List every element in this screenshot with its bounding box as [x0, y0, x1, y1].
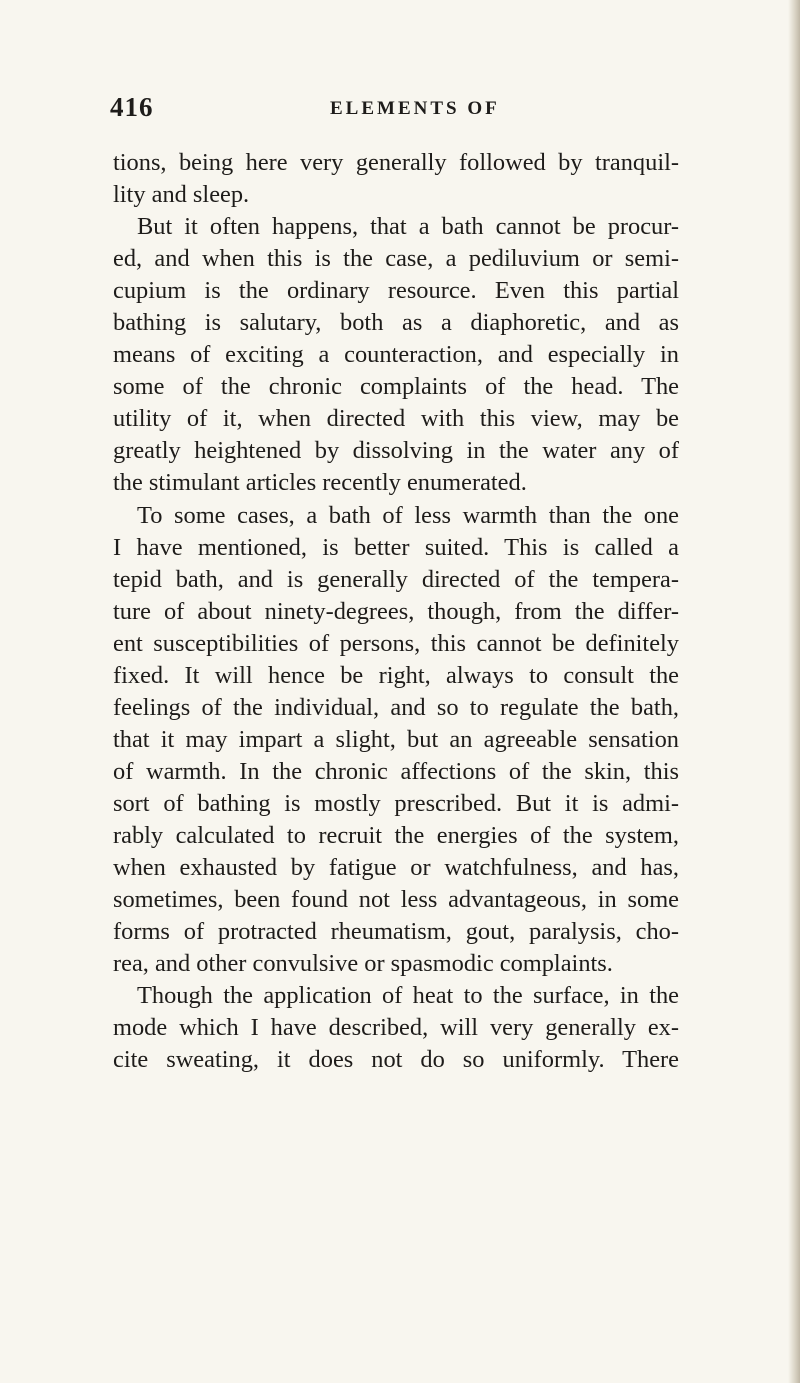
text-line: Though the application of heat to the surface, in the [137, 982, 679, 1010]
text-line: sort of bathing is mostly prescribed. But it is admi- [113, 789, 679, 817]
text-line: fixed. It will hence be right, always to consult the [113, 661, 679, 689]
page-edge-shadow [788, 0, 800, 1383]
text-line: But it often happens, that a bath cannot be procur- [137, 213, 679, 241]
page-number: 416 [110, 92, 154, 122]
text-line: ture of about ninety-degrees, though, from the differ- [113, 597, 679, 625]
text-line: some of the chronic complaints of the head. The [113, 373, 679, 401]
text-line: cite sweating, it does not do so uniformly. There [113, 1046, 679, 1074]
text-line: lity and sleep. [113, 181, 250, 209]
text-line: of warmth. In the chronic affections of the skin, this [113, 757, 679, 785]
text-line: forms of protracted rheumatism, gout, paralysis, cho- [113, 918, 679, 946]
text-line: that it may impart a slight, but an agreeable sensation [113, 725, 679, 753]
text-line: To some cases, a bath of less warmth than the one [137, 501, 679, 529]
text-line: bathing is salutary, both as a diaphoretic, and as [113, 309, 679, 337]
text-line: tepid bath, and is generally directed of the tempera- [113, 565, 679, 593]
text-line: the stimulant articles recently enumerated. [113, 469, 527, 497]
text-line: sometimes, been found not less advantageous, in some [113, 886, 679, 914]
text-line: cupium is the ordinary resource. Even this partial [113, 277, 679, 305]
text-line: means of exciting a counteraction, and especially in [113, 341, 679, 369]
text-line: rably calculated to recruit the energies of the system, [113, 821, 679, 849]
text-line: ed, and when this is the case, a pediluvium or semi- [113, 245, 679, 273]
text-line: when exhausted by fatigue or watchfulness, and has, [113, 854, 679, 882]
running-head: ELEMENTS OF [330, 98, 500, 119]
body-text [113, 147, 679, 1076]
text-line: feelings of the individual, and so to regulate the bath, [113, 693, 679, 721]
text-line: mode which I have described, will very generally ex- [113, 1014, 679, 1042]
text-line: ent susceptibilities of persons, this cannot be definitely [113, 629, 679, 657]
text-line: utility of it, when directed with this view, may be [113, 405, 679, 433]
page-header [110, 92, 710, 128]
text-line: greatly heightened by dissolving in the water any of [113, 437, 679, 465]
text-line: rea, and other convulsive or spasmodic complaints. [113, 950, 613, 978]
text-line: I have mentioned, is better suited. This is called a [113, 533, 679, 561]
text-line: tions, being here very generally followed by tranquil- [113, 149, 679, 176]
